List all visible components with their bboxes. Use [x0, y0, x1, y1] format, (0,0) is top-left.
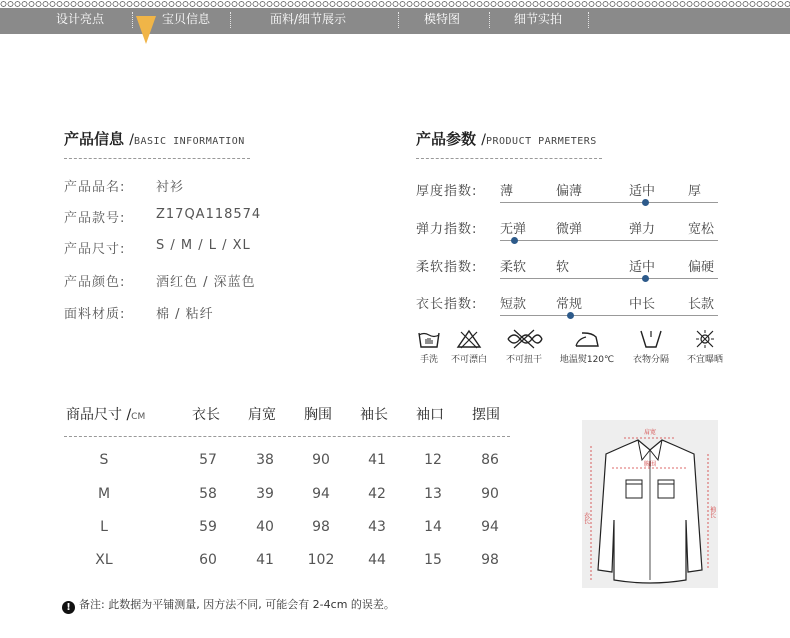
care-label: 地温熨120℃	[559, 355, 615, 365]
param-option: 微弹	[556, 222, 583, 237]
size-label: M	[97, 486, 111, 502]
size-value: 102	[307, 552, 335, 568]
info-row-name: 产品品名: 衬衫	[64, 180, 185, 195]
size-value: 44	[368, 552, 386, 568]
divider	[64, 436, 510, 437]
care-label: 不可漂白	[450, 355, 487, 365]
size-value: 98	[312, 519, 330, 535]
col-header-chest: 胸围	[304, 407, 332, 423]
param-option: 宽松	[688, 222, 715, 237]
no-sun-dry-icon	[680, 328, 730, 350]
tab-product-info[interactable]: 宝贝信息	[162, 12, 211, 26]
param-option: 常规	[556, 297, 583, 312]
size-value: 57	[199, 452, 217, 468]
param-option: 适中	[629, 260, 656, 275]
iron-icon	[556, 328, 618, 350]
care-wash-separately	[626, 328, 676, 365]
nav-divider	[398, 12, 399, 28]
size-value: 42	[368, 486, 386, 502]
param-option: 偏硬	[688, 260, 715, 275]
param-option: 厚	[688, 184, 702, 199]
col-header-sleeve: 袖长	[360, 407, 388, 423]
length-label: 衣长	[582, 512, 590, 524]
tab-model-photos[interactable]: 模特图	[424, 12, 461, 26]
note-text: 备注: 此数据为平铺测量, 因方法不同, 可能会有 2-4cm 的误差。	[79, 598, 395, 611]
param-option: 柔软	[500, 260, 527, 275]
param-level-marker	[567, 312, 574, 319]
param-level-marker	[642, 199, 649, 206]
info-row-style-no: 产品款号: Z17QA118574	[64, 207, 262, 226]
col-header-hem: 摆围	[472, 407, 500, 423]
size-label: XL	[95, 552, 113, 568]
param-level-marker	[642, 275, 649, 282]
nav-decoration	[0, 0, 790, 8]
size-value: 41	[368, 452, 386, 468]
chest-label: 胸围	[643, 461, 657, 468]
size-value: 59	[199, 519, 217, 535]
param-scale-line	[500, 315, 718, 316]
care-no-bleach	[446, 328, 492, 365]
size-value: 40	[256, 519, 274, 535]
param-option: 短款	[500, 297, 527, 312]
tab-detail-photos[interactable]: 细节实拍	[514, 12, 563, 26]
param-level-marker	[511, 237, 518, 244]
size-value: 43	[368, 519, 386, 535]
nav-divider	[588, 12, 589, 28]
param-option: 偏薄	[556, 184, 583, 199]
nav-divider	[489, 12, 490, 28]
col-header-shoulder: 肩宽	[248, 407, 276, 423]
nav-divider	[132, 12, 133, 28]
size-value: 94	[481, 519, 499, 535]
tab-fabric-details[interactable]: 面料/细节展示	[270, 12, 347, 26]
param-option: 薄	[500, 184, 514, 199]
divider	[64, 158, 250, 159]
care-label: 不可扭干	[505, 355, 542, 365]
size-value: 15	[424, 552, 442, 568]
param-scale-line	[500, 240, 718, 241]
size-value: 90	[312, 452, 330, 468]
params-title: 产品参数 /PRODUCT PARMETERS	[416, 130, 597, 148]
size-value: 90	[481, 486, 499, 502]
care-label: 手洗	[419, 355, 438, 365]
size-value: 98	[481, 552, 499, 568]
param-option: 长款	[688, 297, 715, 312]
shirt-measurement-diagram	[582, 420, 718, 588]
no-bleach-icon	[446, 328, 492, 350]
size-value: 38	[256, 452, 274, 468]
col-header-cuff: 袖口	[416, 407, 444, 423]
size-value: 41	[256, 552, 274, 568]
nav-bar	[0, 8, 790, 34]
size-value: 58	[199, 486, 217, 502]
care-no-wring	[500, 328, 548, 365]
care-no-sun-dry	[680, 328, 730, 365]
tab-design-highlights[interactable]: 设计亮点	[56, 12, 105, 26]
measurement-note	[62, 596, 395, 614]
param-label: 衣长指数:	[416, 297, 478, 312]
param-label: 厚度指数:	[416, 184, 478, 199]
param-label: 弹力指数:	[416, 222, 478, 237]
nav-divider	[230, 12, 231, 28]
size-value: 86	[481, 452, 499, 468]
info-row-color: 产品颜色: 酒红色 / 深蓝色	[64, 275, 256, 290]
size-value: 60	[199, 552, 217, 568]
shoulder-label: 肩宽	[643, 429, 657, 436]
wash-separately-icon	[626, 328, 676, 350]
param-option: 中长	[629, 297, 656, 312]
no-wring-icon	[500, 328, 548, 350]
size-value: 39	[256, 486, 274, 502]
size-value: 13	[424, 486, 442, 502]
param-scale-line	[500, 202, 718, 203]
exclamation-icon: !	[62, 601, 75, 614]
param-option: 软	[556, 260, 570, 275]
param-option: 弹力	[629, 222, 656, 237]
info-row-material: 面料材质: 棉 / 粘纤	[64, 307, 214, 322]
size-value: 12	[424, 452, 442, 468]
size-value: 14	[424, 519, 442, 535]
care-label: 衣物分隔	[632, 355, 669, 365]
size-table-title: 商品尺寸 /CM	[66, 407, 146, 423]
info-row-size: 产品尺寸: S / M / L / XL	[64, 238, 251, 257]
active-tab-arrow-icon	[136, 16, 156, 44]
size-label: L	[100, 519, 108, 535]
care-iron	[556, 328, 618, 365]
param-option: 适中	[629, 184, 656, 199]
basic-info-title: 产品信息 /BASIC INFORMATION	[64, 130, 245, 148]
sleeve-label: 袖长	[708, 506, 716, 518]
size-value: 94	[312, 486, 330, 502]
param-option: 无弹	[500, 222, 527, 237]
divider	[416, 158, 602, 159]
param-scale-line	[500, 278, 718, 279]
param-label: 柔软指数:	[416, 260, 478, 275]
care-hand-wash	[414, 328, 444, 365]
care-label: 不宜曝晒	[686, 355, 723, 365]
hand-wash-icon	[414, 328, 444, 350]
size-label: S	[99, 452, 109, 468]
col-header-length: 衣长	[192, 407, 220, 423]
